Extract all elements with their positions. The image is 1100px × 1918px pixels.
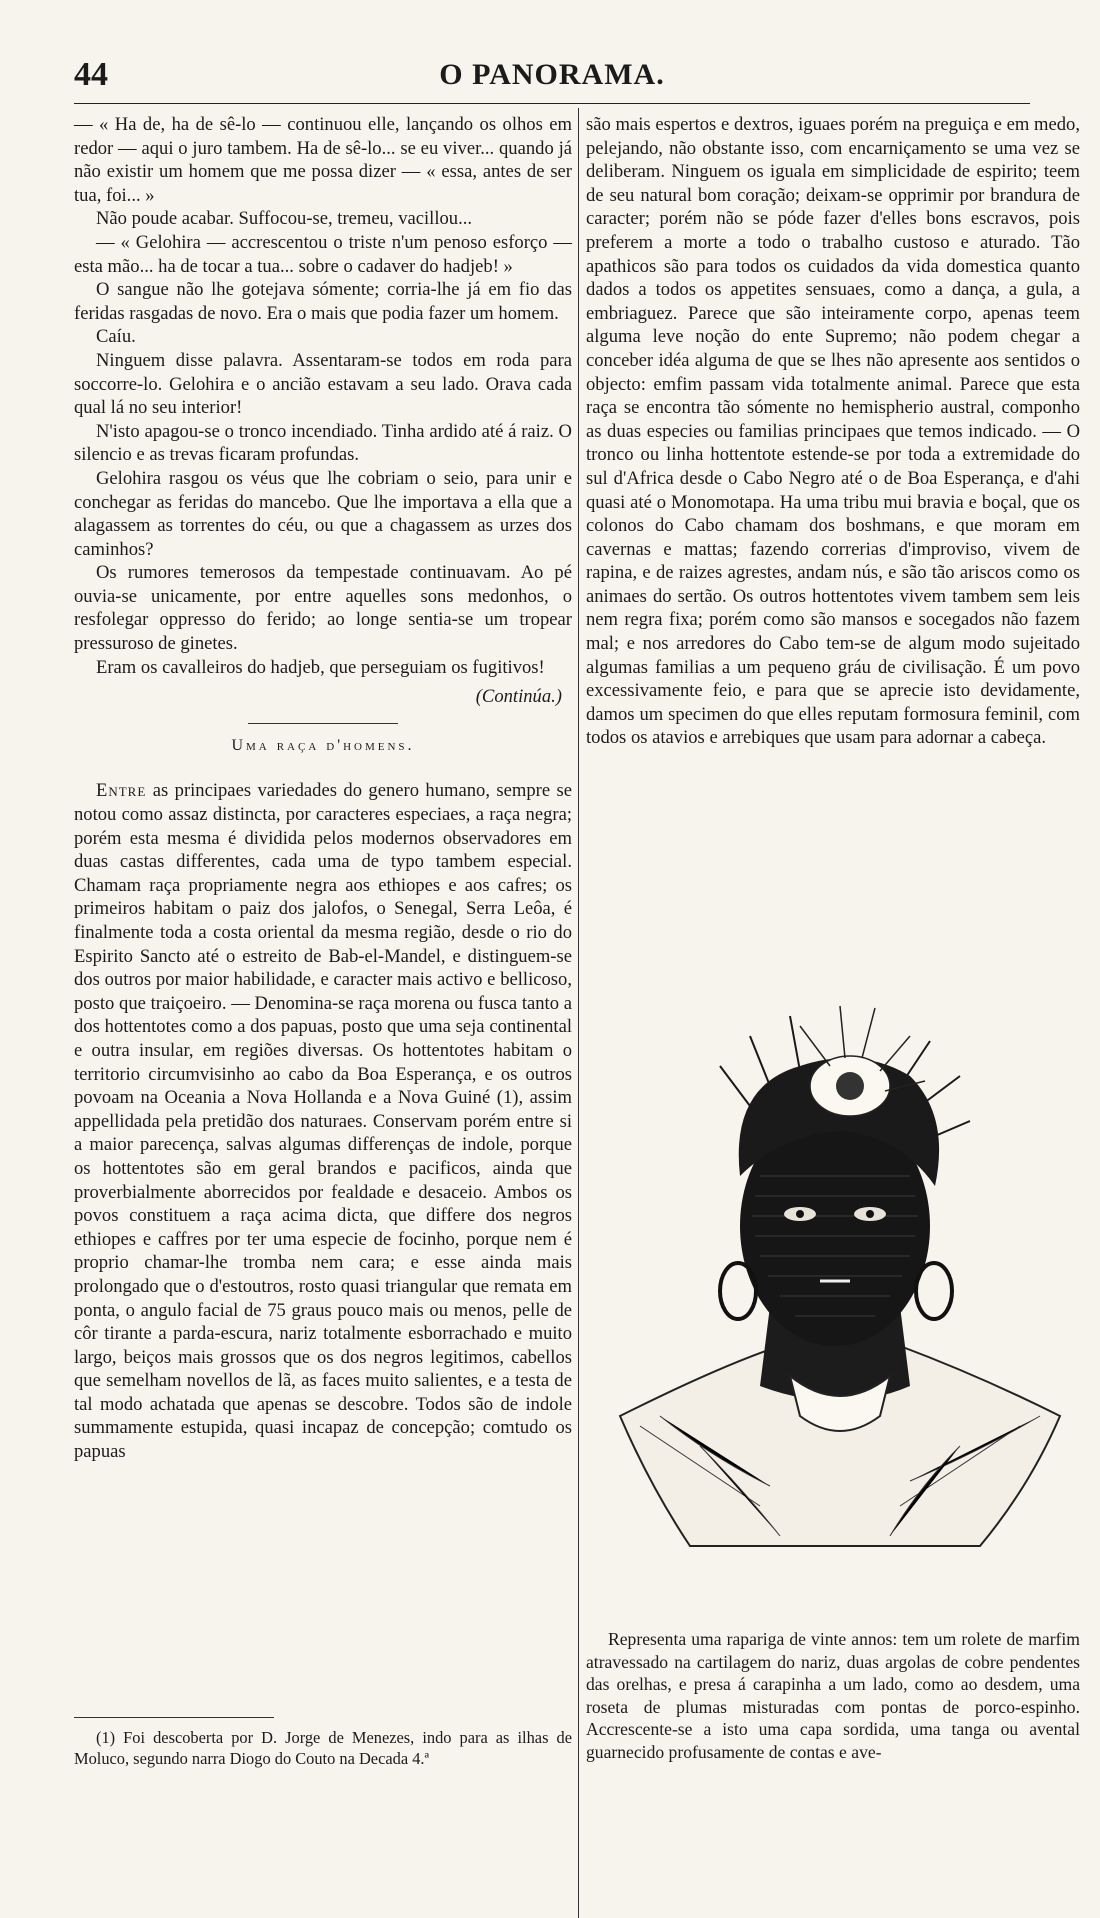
paragraph: O sangue não lhe gotejava sómente; corria-lhe já em fio das feridas rasgadas de novo. Era o mais que podia fazer um homem. (74, 279, 572, 324)
article-paragraph (74, 779, 572, 1463)
footnote-text: (1) Foi descoberta por D. Jorge de Menezes, indo para as ilhas de Moluco, segundo narra Diogo do Couto na Decada 4.ª (74, 1728, 572, 1768)
column-divider (578, 108, 579, 1918)
header-rule (74, 103, 1030, 104)
section-rule (248, 723, 398, 724)
article-text: as principaes variedades do genero humano, sempre se notou como assaz distincta, por caracteres especiaes, a raça negra; porém esta mesma é dividida pelos modernos observadores em duas castas differentes, cada uma de typo tambem especial. Chamam raça propriamente negra aos ethiopes e aos cafres; os primeiros habitam o paiz dos jalofos, o Senegal, Serra Leôa, é finalmente toda a costa oriental da mesma região, desde o rio do Espirito Sancto até o estreito de Bab-el-Mandel, e distinguem-se dos outros por maior habilidade, e caracter mais activo e bellicoso, posto que traiçoeiro. — Denomina-se raça morena ou fusca tanto a dos hottentotes como a dos papuas, posto que uma seja continental e outra insular, em regiões diversas. Os hottentotes habitam o territorio circumvisinho ao cabo da Boa Esperança, e os outros povoam na Oceania a Nova Hollanda e a Nova Guiné (1), assim appellidada pela pretidão dos naturaes. Conservam porém entre si a maior parecença, salvas algumas differenças de indole, porque os hottentotes são em geral brandos e pacificos, ainda que proverbialmente aborrecidos por fealdade e desaceio. Ambos os povos constituem a raça acima dicta, que differe dos negros ethiopes e caffres por ter uma especie de focinho, porque nem é proprio chamar-lhe tromba nem cara; e esse ainda mais prolongado que o d'estoutros, rosto quasi triangular que remata em ponta, o angulo facial de 75 graus pouco mais ou menos, pelle de côr tirante a parda-escura, nariz totalmente esborrachado e muito largo, beiços mais grossos que os dos negros legitimos, cabellos que semelham novellos de lã, as faces muito salientes, e a testa de tal modo achatada que apenas se descobre. Todos são de indole summamente estupida, quasi incapaz de concepção; comtudo os papuas (74, 780, 572, 1463)
paragraph: Não poude acabar. Suffocou-se, tremeu, vacillou... (96, 208, 473, 230)
footnote-rule (74, 1717, 274, 1718)
image-caption (586, 1628, 1080, 1763)
left-column (74, 113, 572, 1464)
paragraph: — « Gelohira — accrescentou o triste n'um penoso esforço — esta mão... ha de tocar a tua... sobre o cadaver do hadjeb! » (74, 231, 572, 277)
footnote (74, 1727, 572, 1769)
section-title: Uma raça d'homens. (231, 736, 415, 754)
paragraph: Eram os cavalleiros do hadjeb, que perseguiam os fugitivos! (96, 656, 545, 678)
paragraph: Os rumores temerosos da tempestade continuavam. Ao pé ouvia-se unicamente, por entre aquelles sons medonhos, o resfolegar oppresso do ferido; ao longe sentia-se um tropear pressuroso de ginetes. (74, 562, 572, 655)
caption-text: Representa uma rapariga de vinte annos: tem um rolete de marfim atravessado na cartilagem do nariz, duas argolas de cobre pendentes das orelhas, e presa á carapinha a um lado, como ao desdem, uma roseta de plumas misturadas com pontas de porco-espinho. Accrescente-se a isto uma capa sordida, uma tanga ou avental guarnecido profusamente de contas e ave- (586, 1629, 1080, 1762)
paragraph: são mais espertos e dextros, iguaes porém na preguiça e em medo, pelejando, não obstante isso, com encarniçamento se uma vez se deliberam. Ninguem os iguala em simplicidade de espirito; teem de seu natural bom coração; deixam-se opprimir por brandura de caracter; porém não se póde fazer d'elles bons escravos, pois preferem a morte a todo o trabalho custoso e aturado. Tão apathicos são para todos os cuidados da vida domestica quanto dados a todos os appetites sensuaes, como a dança, a gula, a embriaguez. Parece que são inteiramente corpo, apenas teem alguma leve noção do ente Supremo; não podem chegar a conceber idéa alguma de que se lhes não apresente aos sentidos o objecto: emfim passam vida totalmente animal. Parece que esta raça se encontra tão sómente no hemispherio austral, componho as duas especies ou familias principaes que temos indicado. — O tronco ou linha hottentote estende-se por toda a extremidade do sul d'Africa desde o Cabo Negro até o de Boa Esperança, e d'ahi quasi até o Monomotapa. Ha uma tribu mui bravia e boçal, que os colonos do Cabo chamam dos boshmans, e que moram em cavernas e mattas; fazendo correrias d'improviso, vivem de rapina, e de raizes agrestes, andam nús, e são tão ariscos como os animaes do sertão. Os outros hottentotes vivem tambem sem leis nem regra fixa; porém como são mansos e socegados não fazem mal; e nos arredores do Cabo tem-se de algum modo sujeitado algumas familias a um pequeno gráu de civilisação. É um povo excessivamente feio, e para que se aprecie isto devidamente, damos um specimen do que elles reputam formosura feminil, com todos os atavios e arrebiques que usam para adornar a cabeça. (586, 114, 1080, 749)
paragraph: — « Ha de, ha de sê-lo — continuou elle, lançando os olhos em redor — aqui o juro tambem. Ha de sê-lo... se eu viver... quando já não existir um homem que me possa dizer — « essa, antes de ser tua, foi... » (74, 114, 572, 206)
continued-note: (Continúa.) (475, 686, 562, 708)
article-lead-word: Entre (96, 780, 147, 802)
page-header (74, 52, 1030, 102)
page-number: 44 (74, 56, 108, 93)
paragraph: N'isto apagou-se o tronco incendiado. Tinha ardido até á raiz. O silencio e as trevas ficaram profundas. (74, 420, 572, 466)
woodcut-portrait-image (600, 946, 1070, 1586)
paragraph: Gelohira rasgou os véus que lhe cobriam o seio, para unir e conchegar as feridas do mancebo. Que lhe importava a ella que a alagassem as torrentes do céu, ou que a chagassem as urzes dos caminhos? (74, 467, 572, 560)
running-title: O PANORAMA. (439, 58, 665, 91)
right-column (586, 113, 1080, 750)
paragraph: Caíu. (96, 326, 136, 348)
paragraph: Ninguem disse palavra. Assentaram-se todos em roda para soccorre-lo. Gelohira e o ancião estavam a seu lado. Orava cada qual lá no seu interior! (74, 349, 572, 419)
